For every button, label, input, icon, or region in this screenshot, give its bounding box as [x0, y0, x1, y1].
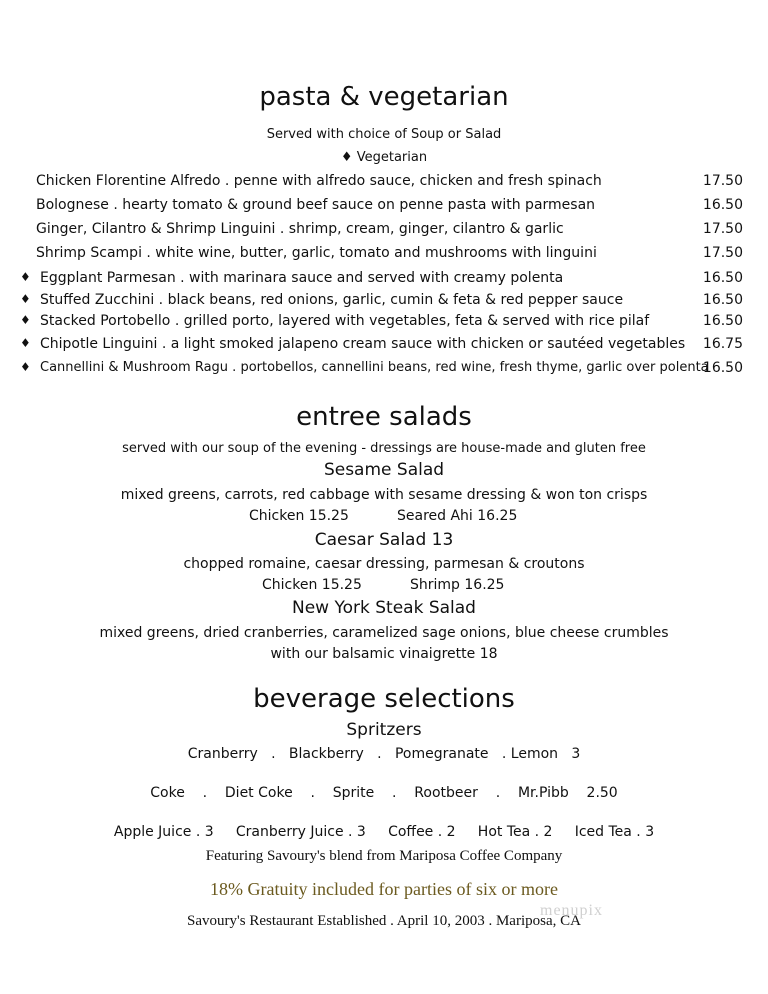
caesar-salad-desc: chopped romaine, caesar dressing, parmesan & croutons: [183, 556, 585, 572]
pasta-title: pasta & vegetarian: [259, 82, 509, 112]
menu-item-description: Chicken Florentine Alfredo . penne with alfredo sauce, chicken and fresh spinach: [36, 173, 602, 189]
menu-item: [0, 270, 768, 290]
caesar-salad-name: Caesar Salad 13: [314, 530, 454, 550]
menu-item: [0, 197, 768, 217]
menu-item-price: 16.50: [702, 270, 743, 286]
spritzers-heading: Spritzers: [346, 720, 422, 740]
sodas-list: Coke . Diet Coke . Sprite . Rootbeer . Mr.Pibb 2.50: [150, 785, 618, 801]
menu-item-description: Stacked Portobello . grilled porto, layered with vegetables, feta & served with rice pilaf: [40, 313, 650, 329]
menu-item-description: Cannellini & Mushroom Ragu . portobellos, cannellini beans, red wine, fresh thyme, garlic over polenta: [40, 360, 709, 375]
vegetarian-icon: ♦: [20, 360, 31, 374]
menu-item-description: Stuffed Zucchini . black beans, red onions, garlic, cumin & feta & red pepper sauce: [40, 292, 624, 308]
menu-item: [0, 221, 768, 241]
salads-title: entree salads: [296, 402, 472, 432]
menu-item: [0, 292, 768, 312]
menu-item-description: Ginger, Cilantro & Shrimp Linguini . shrimp, cream, ginger, cilantro & garlic: [36, 221, 564, 237]
menu-item-price: 17.50: [702, 221, 743, 237]
steak-salad-desc-2: with our balsamic vinaigrette 18: [270, 646, 498, 662]
vegetarian-legend: ♦ Vegetarian: [340, 150, 428, 165]
salads-subtitle: served with our soup of the evening - dressings are house-made and gluten free: [122, 441, 646, 456]
caesar-option-shrimp: Shrimp 16.25: [410, 577, 505, 593]
menu-item-price: 16.75: [702, 336, 743, 352]
established-note: Savoury's Restaurant Established . April 10, 2003 . Mariposa, CA: [187, 913, 581, 929]
menu-item-description: Bolognese . hearty tomato & ground beef sauce on penne pasta with parmesan: [36, 197, 596, 213]
pasta-subtitle: Served with choice of Soup or Salad: [266, 127, 502, 142]
sesame-salad-desc: mixed greens, carrots, red cabbage with sesame dressing & won ton crisps: [120, 487, 648, 503]
vegetarian-icon: ♦: [20, 336, 31, 350]
menu-item-price: 16.50: [702, 360, 743, 376]
vegetarian-icon: ♦: [20, 292, 31, 306]
spritzers-list: Cranberry . Blackberry . Pomegranate . Lemon 3: [187, 746, 581, 762]
sesame-salad-name: Sesame Salad: [323, 460, 445, 480]
gratuity-note: 18% Gratuity included for parties of six or more: [210, 879, 558, 899]
sesame-option-ahi: Seared Ahi 16.25: [397, 508, 518, 524]
menu-item: [0, 245, 768, 265]
menu-item-price: 17.50: [702, 245, 743, 261]
menu-item-price: 17.50: [702, 173, 743, 189]
menupix-watermark: menupix: [540, 902, 603, 919]
steak-salad-desc: mixed greens, dried cranberries, caramelized sage onions, blue cheese crumbles: [99, 625, 669, 641]
vegetarian-icon: ♦: [20, 270, 31, 284]
steak-salad-name: New York Steak Salad: [292, 598, 476, 618]
menu-item-price: 16.50: [702, 292, 743, 308]
menu-item: [0, 360, 768, 380]
beverages-title: beverage selections: [253, 684, 515, 714]
menu-item-description: Eggplant Parmesan . with marinara sauce and served with creamy polenta: [40, 270, 564, 286]
menu-item-price: 16.50: [702, 313, 743, 329]
sesame-option-chicken: Chicken 15.25: [249, 508, 349, 524]
menu-item-description: Shrimp Scampi . white wine, butter, garlic, tomato and mushrooms with linguini: [36, 245, 597, 261]
menu-item: [0, 336, 768, 356]
menu-item-price: 16.50: [702, 197, 743, 213]
menu-item: [0, 173, 768, 193]
menu-item: [0, 313, 768, 333]
coffee-note: Featuring Savoury's blend from Mariposa Coffee Company: [205, 848, 563, 864]
caesar-option-chicken: Chicken 15.25: [262, 577, 362, 593]
menu-item-description: Chipotle Linguini . a light smoked jalapeno cream sauce with chicken or sautéed vegetables: [40, 336, 686, 352]
vegetarian-icon: ♦: [20, 313, 31, 327]
other-beverages-list: Apple Juice . 3 Cranberry Juice . 3 Coffee . 2 Hot Tea . 2 Iced Tea . 3: [113, 824, 655, 840]
